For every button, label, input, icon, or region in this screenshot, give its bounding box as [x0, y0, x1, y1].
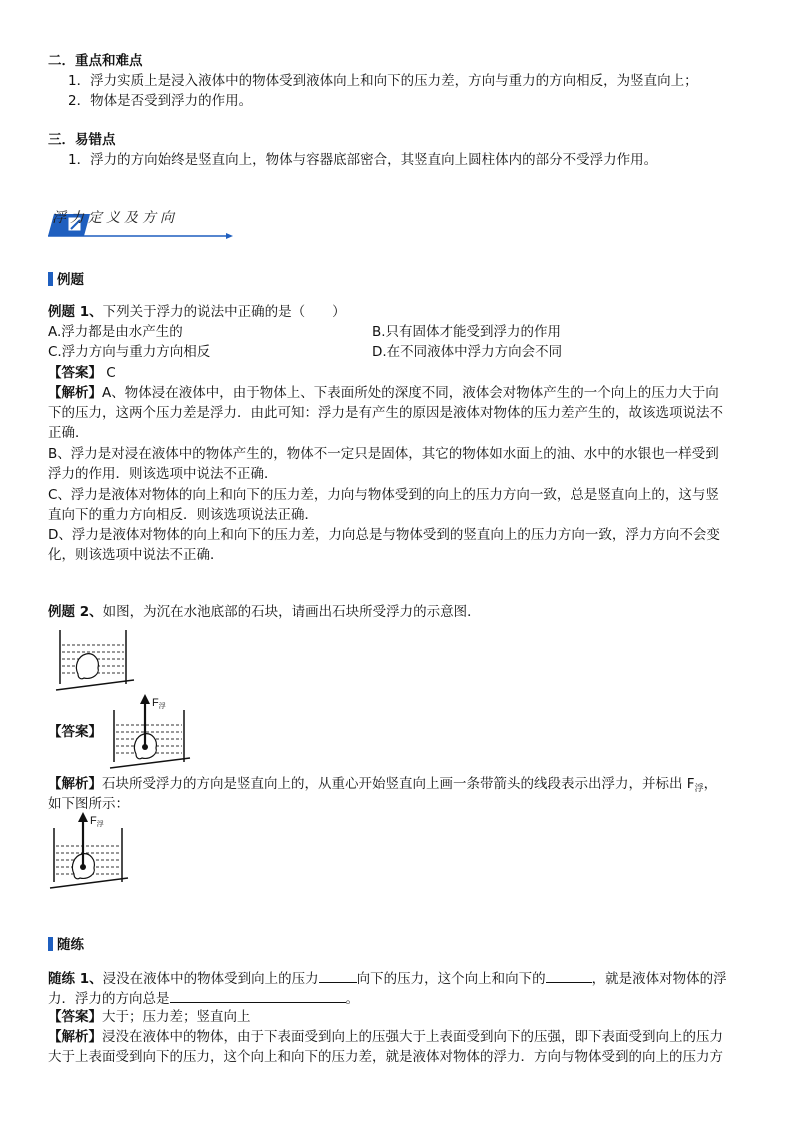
ex1-analysis-line-2: 下的压力，这两个压力差是浮力．由此可知：浮力是有产生的原因是液体对物体的压力差产生的，故该选项说法不 — [48, 405, 723, 421]
ex1-analysis-line-8: D、浮力是液体对物体的向上和向下的压力差，力向总是与物体受到的竖直向上的压力方向一致，浮力方向不会变 — [48, 527, 720, 543]
stone — [76, 654, 98, 679]
pr1-answer-label: 【答案】 — [48, 1009, 102, 1025]
pr1-text-3: ，就是液体对物体的浮 — [591, 971, 727, 987]
examples-header-label: 例题 — [57, 272, 84, 288]
pr1-text-4: 力．浮力的方向总是 — [48, 991, 170, 1007]
section3-item-1: 1．浮力的方向始终是竖直向上，物体与容器底部密合，其竖直向上圆柱体内的部分不受浮力作用。 — [68, 152, 658, 168]
force-label: F浮 — [152, 697, 166, 710]
practice-header — [48, 936, 84, 954]
ex2-analysis-line-2: 如下图所示： — [48, 796, 129, 812]
pr1-answer — [48, 1008, 251, 1026]
ex1-analysis-text-1: A、物体浸在液体中，由于物体上、下表面所处的深度不同，液体会对物体产生的一个向上的压力大于向 — [102, 385, 719, 401]
pr1-blank-1[interactable] — [319, 968, 357, 983]
ex2-question — [48, 603, 481, 621]
pr1-analysis-line-1 — [48, 1028, 723, 1046]
section2-item-2: 2．物体是否受到浮力的作用。 — [68, 93, 253, 109]
section2-title: 二．重点和难点 — [48, 53, 143, 69]
pr1-blank-3[interactable] — [170, 988, 346, 1003]
section-marker-icon — [48, 937, 53, 951]
pr1-answer-value: 大于；压力差；竖直向上 — [102, 1009, 251, 1025]
ex1-option-a: A.浮力都是由水产生的 — [48, 324, 183, 340]
section2-item-1: 1．浮力实质上是浸入液体中的物体受到液体向上和向下的压力差，方向与重力的方向相反，为竖直向上； — [68, 73, 698, 89]
ex1-question-text: 下列关于浮力的说法中正确的是（ ） — [102, 304, 346, 320]
ex2-analysis-figure — [48, 810, 132, 890]
topic-banner — [48, 202, 233, 242]
ex2-answer-figure — [108, 694, 192, 770]
ex1-analysis-line-6: C、浮力是液体对物体的向上和向下的压力差，力向与物体受到的向上的压力方向一致，总是竖直向上的，这与竖 — [48, 487, 719, 503]
ex1-analysis-line-1 — [48, 384, 719, 402]
ex1-analysis-line-9: 化，则该选项中说法不正确． — [48, 547, 224, 563]
ex2-question-figure — [54, 628, 136, 692]
pr1-analysis-label: 【解析】 — [48, 1029, 102, 1045]
pr1-text-5: 。 — [345, 991, 359, 1007]
ex1-option-d: D.在不同液体中浮力方向会不同 — [372, 344, 563, 360]
ex2-analysis-label: 【解析】 — [48, 776, 102, 792]
pr1-analysis-line-2: 大于上表面受到向下的压力，这个向上和向下的压力差，就是液体对物体的浮力．方向与物体受到的向上的压力方 — [48, 1049, 723, 1065]
ex2-analysis-sub: 浮 — [694, 784, 704, 794]
ex1-analysis-label: 【解析】 — [48, 385, 102, 401]
section-marker-icon — [48, 272, 53, 286]
ex1-answer-label: 【答案】 — [48, 365, 102, 381]
pr1-text-1: 浸没在液体中的物体受到向上的压力 — [102, 971, 319, 987]
ex2-analysis-text-1: 石块所受浮力的方向是竖直向上的，从重心开始竖直向上画一条带箭头的线段表示出浮力，并标出 F — [102, 776, 695, 792]
pr1-question-line-1 — [48, 968, 727, 988]
arrow-head-icon — [78, 812, 88, 822]
pr1-text-2: 向下的压力，这个向上和向下的 — [356, 971, 546, 987]
section3-title: 三．易错点 — [48, 132, 116, 148]
ex2-analysis-end: ， — [703, 776, 718, 792]
ex2-question-text: 如图，为沉在水池底部的石块，请画出石块所受浮力的示意图． — [102, 604, 481, 620]
ex1-analysis-line-5: 浮力的作用．则该选项中说法不正确． — [48, 466, 278, 482]
examples-header — [48, 271, 84, 289]
pr1-blank-2[interactable] — [546, 968, 592, 983]
ex1-answer-value: C — [106, 365, 116, 381]
force-label: F浮 — [90, 815, 104, 828]
ex1-analysis-line-4: B、浮力是对浸在液体中的物体产生的，物体不一定只是固体，其它的物体如水面上的油、水中的水银也一样受到 — [48, 446, 719, 462]
ex1-analysis-line-3: 正确． — [48, 425, 89, 441]
ex1-label: 例题 1、 — [48, 304, 103, 320]
ex1-option-c: C.浮力方向与重力方向相反 — [48, 344, 211, 360]
ex1-analysis-line-7: 直向下的重力方向相反．则该选项说法正确． — [48, 507, 318, 523]
pr1-label: 随练 1、 — [48, 971, 103, 987]
ex2-analysis-line-1 — [48, 775, 717, 798]
ex1-option-b: B.只有固体才能受到浮力的作用 — [372, 324, 562, 340]
arrow-head-icon — [140, 694, 150, 704]
ex2-label: 例题 2、 — [48, 604, 103, 620]
practice-header-label: 随练 — [57, 937, 84, 953]
banner-title: 浮力定义及方向 — [52, 210, 178, 226]
ex2-answer-label: 【答案】 — [48, 724, 102, 740]
ex1-question — [48, 303, 346, 321]
pr1-analysis-text-1: 浸没在液体中的物体，由于下表面受到向上的压强大于上表面受到向下的压强，即下表面受到向上的压力 — [102, 1029, 723, 1045]
pr1-question-line-2 — [48, 988, 359, 1008]
ex1-answer — [48, 364, 116, 382]
